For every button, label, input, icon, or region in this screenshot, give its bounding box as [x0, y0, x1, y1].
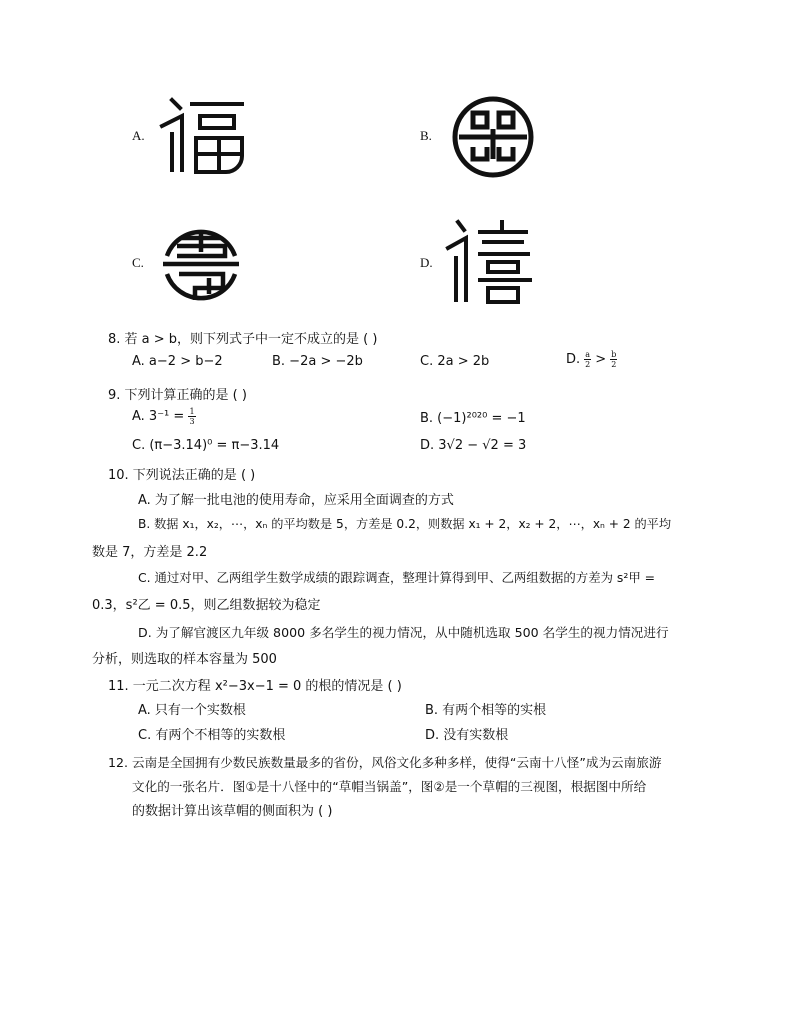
- option-c-label: C.: [132, 255, 144, 270]
- option-d-label: D.: [420, 255, 433, 270]
- denominator: 3: [189, 417, 195, 426]
- q8-option-b: B. −2a > −2b: [272, 354, 363, 369]
- q10-option-d-line1: D. 为了解官渡区九年级 8000 多名学生的视力情况，从中随机选取 500 名学生的视力情况进行: [138, 625, 669, 640]
- q12-line2: 文化的一张名片．图①是十八怪中的“草帽当锅盖”，图②是一个草帽的三视图，根据图中所给: [132, 779, 647, 794]
- q11-option-b: B. 有两个相等的实根: [425, 703, 547, 718]
- shou-round-seal-glyph-image: [449, 95, 537, 179]
- xi-seal-glyph-image: [444, 218, 536, 304]
- q12-line1: 12. 云南是全国拥有少数民族数量最多的省份，风俗文化多种多样，使得“云南十八怪”成为云南旅游: [108, 755, 662, 770]
- q9-option-b: B. (−1)²⁰²⁰ = −1: [420, 411, 526, 426]
- q9-stem: 9. 下列计算正确的是 ( ): [108, 388, 247, 403]
- q10-option-b-line1: B. 数据 x₁，x₂，⋯，xₙ 的平均数是 5，方差是 0.2，则数据 x₁ + 2，x₂ + 2，⋯，xₙ + 2 的平均: [138, 517, 672, 531]
- q10-stem: 10. 下列说法正确的是 ( ): [108, 468, 256, 483]
- denominator: 2: [585, 360, 591, 369]
- q8-option-d: [566, 350, 617, 369]
- option-b-label: B.: [420, 128, 432, 143]
- q11-option-a: A. 只有一个实数根: [138, 703, 246, 718]
- q8-option-d-prefix: D.: [566, 352, 581, 367]
- q8-option-a: A. a−2 > b−2: [132, 354, 223, 369]
- fu-seal-glyph-image: [158, 94, 250, 178]
- q9-option-c: C. (π−3.14)⁰ = π−3.14: [132, 438, 280, 453]
- q9-option-d: D. 3√2 − √2 = 3: [420, 438, 527, 453]
- q8-option-c: C. 2a > 2b: [420, 354, 490, 369]
- numerator: 1: [189, 407, 195, 416]
- q11-option-c: C. 有两个不相等的实数根: [138, 728, 286, 743]
- shou-round-seal-glyph-image: [155, 222, 247, 310]
- q10-option-a: A. 为了解一批电池的使用寿命，应采用全面调查的方式: [138, 493, 454, 508]
- q9-option-a-prefix: A. 3⁻¹ =: [132, 409, 185, 424]
- q8-stem: 8. 若 a > b，则下列式子中一定不成立的是 ( ): [108, 332, 378, 347]
- q12-line3: 的数据计算出该草帽的侧面积为 ( ): [132, 804, 333, 819]
- fraction: [584, 350, 591, 369]
- q10-option-c-line1: C. 通过对甲、乙两组学生数学成绩的跟踪调查，整理计算得到甲、乙两组数据的方差为 s²甲 =: [138, 570, 656, 585]
- q11-stem: 11. 一元二次方程 x²−3x−1 = 0 的根的情况是 ( ): [108, 679, 402, 694]
- operator: >: [595, 352, 607, 367]
- numerator: b: [611, 350, 617, 359]
- numerator: a: [585, 350, 591, 359]
- fraction: [610, 350, 617, 369]
- denominator: 2: [611, 360, 617, 369]
- q11-option-d: D. 没有实数根: [425, 728, 509, 743]
- q10-option-d-line2: 分析，则选取的样本容量为 500: [92, 652, 277, 667]
- q9-option-a: [132, 407, 196, 426]
- q10-option-b-line2: 数是 7，方差是 2.2: [92, 545, 208, 560]
- option-a-label: A.: [132, 128, 145, 143]
- fraction: [188, 407, 195, 426]
- q10-option-c-line2: 0.3，s²乙 = 0.5，则乙组数据较为稳定: [92, 598, 321, 613]
